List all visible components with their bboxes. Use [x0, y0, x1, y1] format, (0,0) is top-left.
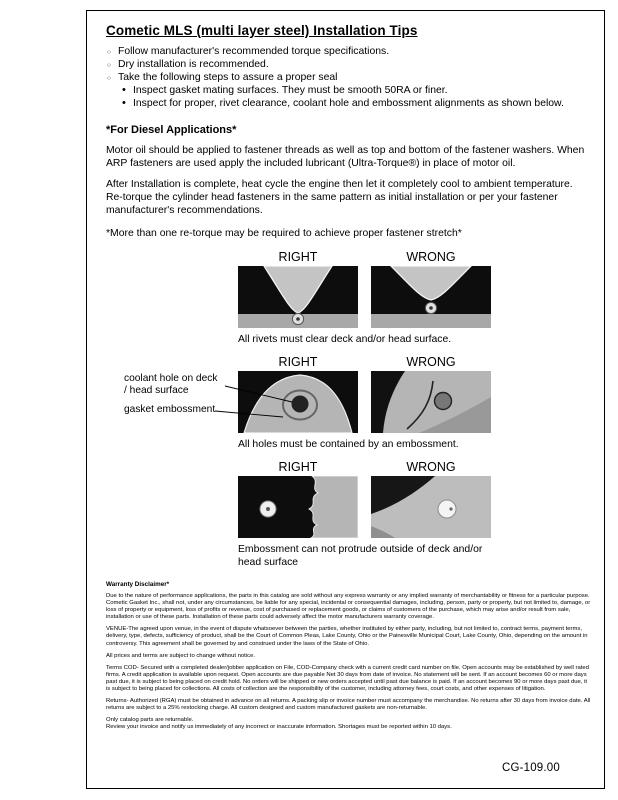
coolant-hole-icon	[292, 396, 309, 413]
diagram-caption-protrusion: Embossment can not protrude outside of deck and/or head surface	[238, 544, 483, 568]
diagram-embossment-wrong	[371, 371, 491, 433]
warranty-paragraph: VENUE-The agreed upon venue, in the event of dispute whatsoever between the parties, whether instituted by either party, including, but not limited to, contract terms, payment terms, delivery, type, defects, sufficiency of product, shall be the Court of Common Pleas, Lake County, Ohio or the Painesville Municipal Court, Lake County, Ohio, depending on the amount in controversy. This agreement shall be governed by and construed under the laws of the State of Ohio.	[106, 626, 588, 647]
diagram-panels-embossment	[104, 371, 589, 433]
document-page	[86, 10, 605, 789]
diagram-protrusion-right	[238, 476, 358, 538]
retorque-note: *More than one re-torque may be required to achieve proper fastener stretch*	[106, 228, 462, 239]
diagram-rivet-wrong	[371, 266, 491, 328]
wrong-label: WRONG	[406, 460, 456, 474]
document-number: CG-109.00	[501, 762, 560, 774]
wrong-label: WRONG	[406, 250, 456, 264]
diagram-row-embossment	[104, 355, 589, 451]
wrong-label: WRONG	[406, 355, 456, 369]
right-label: RIGHT	[278, 460, 318, 474]
tip-item: ○ Dry installation is recommended.	[107, 58, 589, 71]
coolant-hole-icon	[435, 393, 452, 410]
tip-item: ○ Take the following steps to assure a proper seal	[107, 71, 589, 84]
callout-coolant-hole: coolant hole on deck / head surface	[124, 373, 218, 396]
page-title: Cometic MLS (multi layer steel) Installation Tips	[106, 23, 418, 38]
diesel-heading: *For Diesel Applications*	[106, 124, 237, 136]
diagram-embossment-right	[238, 371, 358, 433]
tip-item: ○ Follow manufacturer's recommended torque specifications.	[107, 45, 589, 58]
diesel-paragraph-1: Motor oil should be applied to fastener threads as well as top and bottom of the fastener washers. When ARP fasteners are used apply the included lubricant (Ultra-Torque®) in place of motor oil.	[106, 145, 585, 169]
diagram-panels-rivets	[104, 266, 589, 328]
warranty-heading: Warranty Disclaimer*	[106, 581, 170, 588]
diagram-labels	[238, 250, 589, 265]
warranty-paragraph: Due to the nature of performance applications, the parts in this catalog are sold without any express warranty or any implied warranty of merchantability or fitness for a particular purpose. Cometic Gasket Inc., shall not, under any circumstances, be liable for any special, incidental or consequential damages, including, person, party or property, but not limited to, damage, or loss of property or equipment, loss of profits or revenue, cost of purchased or replacement goods, or claims of customers of the purchase, which may arise and/or result from sale, installation or use of these parts. Installation of these parts could adversely affect the motor manufacturers warranty coverage.	[106, 593, 591, 621]
right-label: RIGHT	[278, 250, 318, 264]
right-label: RIGHT	[278, 355, 318, 369]
page-content	[87, 11, 604, 788]
diagram-caption-embossment: All holes must be contained by an embossment.	[238, 439, 459, 450]
diesel-paragraph-2: After Installation is complete, heat cycle the engine then let it completely cool to ambient temperature. Re-torque the cylinder head fasteners in the same pattern as initial installation or per your fastener manufacturer's recommendations.	[106, 179, 573, 216]
warranty-paragraph: Review your invoice and notify us immediately of any incorrect or inaccurate information. Shortages must be reported within 10 days.	[106, 724, 452, 731]
diagram-row-protrusion	[104, 460, 589, 569]
warranty-paragraph: Only catalog parts are returnable.	[106, 717, 194, 724]
hole-icon	[438, 500, 456, 518]
diagram-row-rivets	[104, 250, 589, 346]
warranty-paragraph: All prices and terms are subject to change without notice.	[106, 652, 255, 659]
installation-tips-list	[104, 45, 589, 110]
tip-sub-item: • Inspect gasket mating surfaces. They must be smooth 50RA or finer.	[122, 84, 589, 97]
warranty-paragraph: Terms COD- Secured with a completed dealer/jobber application on File, COD-Company check with a current credit card number on file. Open accounts may be established by well rated firms. A credit application is available upon request. Open accounts are due payable Net 30 days from date of invoice. No statement will be sent. If an account becomes 60 or more days past due, it is subject to being placed on credit hold. No orders will be shipped or new orders accepted until past due balance is paid. If an account becomes 90 or more days past due, it is subject to being placed for collections. All costs of collection are the responsibility of the customer, including attorney fees, court costs, and other expenses of litigation.	[106, 664, 589, 693]
diagram-protrusion-wrong	[371, 476, 491, 538]
diagram-callouts	[124, 373, 223, 416]
tip-sub-item: • Inspect for proper, rivet clearance, coolant hole and embossment alignments as shown below.	[122, 97, 589, 110]
diagram-labels	[238, 460, 589, 475]
diagram-section	[104, 250, 589, 569]
diagram-panels-protrusion	[104, 476, 589, 538]
warranty-disclaimer	[106, 581, 592, 732]
warranty-paragraph: Returns- Authorized (RGA) must be obtained in advance on all returns. A packing slip or invoice number must accompany the merchandise. No returns after 30 days from invoice date. All returns are subject to a 25% restocking charge. All custom designed and custom manufactured gaskets are non-returnable.	[106, 698, 591, 712]
diagram-labels	[238, 355, 589, 370]
callout-gasket-embossment: gasket embossment	[124, 404, 216, 415]
diagram-rivet-right	[238, 266, 358, 328]
diagram-caption-rivets: All rivets must clear deck and/or head surface.	[238, 334, 452, 345]
